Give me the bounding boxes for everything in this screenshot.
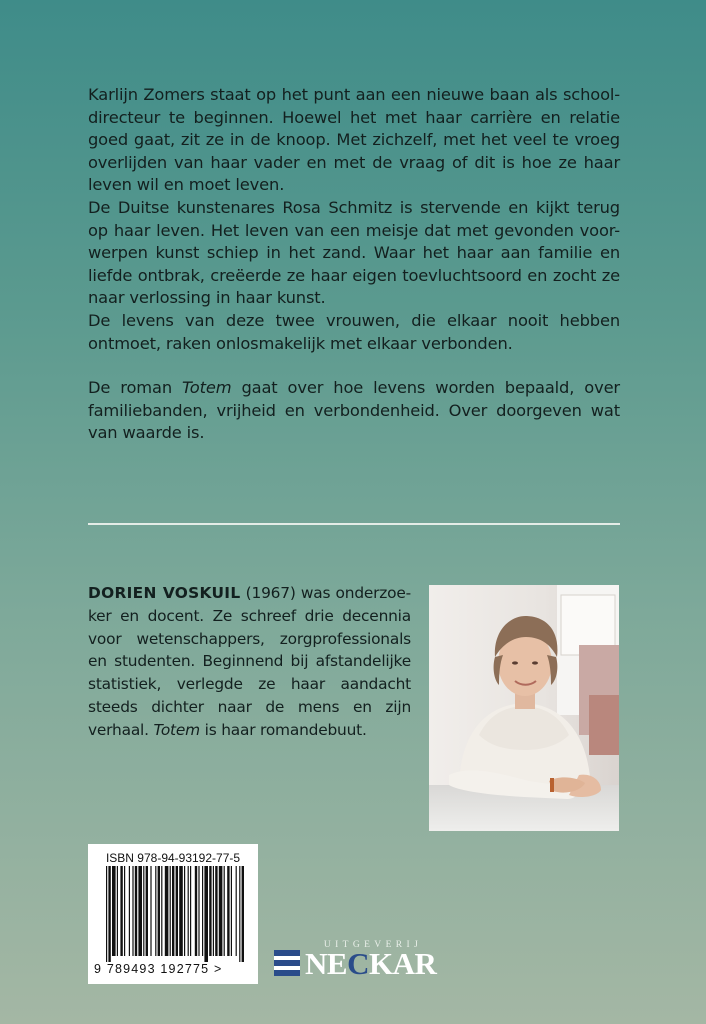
barcode-digits: 9 789493 192775 >	[94, 962, 223, 976]
barcode-bar	[112, 866, 116, 956]
barcode-bar	[120, 866, 122, 956]
blurb-paragraph-3: De levens van deze twee vrouwen, die elkaar nooit hebben ontmoet, raken onlosmakelijk met elkaar verbonden.	[88, 310, 620, 353]
barcode-bar	[132, 866, 133, 956]
blurb-p4-suffix: gaat over hoe levens worden bepaald, over familiebanden, vrijheid en verbondenheid. Over doorgeven wat van waarde is.	[88, 378, 620, 443]
barcode-bar	[209, 866, 211, 956]
publisher-name-part2: KAR	[368, 946, 437, 981]
isbn-label: ISBN 978-94-93192-77-5	[105, 851, 241, 865]
author-bio-suffix: is haar romandebuut.	[199, 720, 367, 739]
barcode-bar	[231, 866, 232, 956]
barcode-bar	[215, 866, 217, 956]
barcode-bar	[195, 866, 197, 956]
flag-icon	[272, 948, 302, 980]
barcode-bar	[138, 866, 142, 956]
barcode-bar	[124, 866, 125, 956]
author-photo-illustration	[429, 585, 619, 831]
barcode-bar	[117, 866, 118, 956]
barcode-bar	[176, 866, 178, 956]
barcode-bar	[219, 866, 223, 956]
barcode-bar	[146, 866, 148, 956]
barcode-bar	[184, 866, 185, 956]
barcode-bar	[150, 866, 151, 956]
barcode-bar	[239, 866, 240, 962]
back-cover-blurb	[88, 84, 620, 445]
publisher-name	[305, 947, 436, 981]
barcode-bar	[172, 866, 174, 956]
barcode-bar	[106, 866, 107, 962]
barcode-bar	[170, 866, 171, 956]
barcode-bar	[224, 866, 225, 956]
barcode-bar	[198, 866, 199, 956]
publisher-name-c: C	[347, 946, 369, 981]
author-bio-text	[88, 582, 411, 742]
isbn-barcode	[88, 844, 258, 984]
blurb-paragraph-1: Karlijn Zomers staat op het punt aan een nieuwe baan als school-directeur te beginnen. Hoewel het met haar carrière en relatie goed gaat, zit ze in de knoop. Met zichzelf, met het veel te vroeg overlijden van haar vader en met de vraag of dit is hoe ze haar leven wil en moet leven.	[88, 85, 620, 195]
barcode-bar	[188, 866, 189, 956]
bio-book-title: Totem	[153, 720, 200, 739]
barcode-bar	[161, 866, 162, 956]
barcode-bar	[204, 866, 208, 962]
barcode-bar	[165, 866, 169, 956]
barcode-bar	[129, 866, 130, 956]
barcode-bar	[190, 866, 191, 956]
author-photo	[429, 585, 619, 831]
barcode-bar	[108, 866, 110, 962]
barcode-bar	[158, 866, 160, 956]
book-title-inline: Totem	[182, 378, 232, 398]
author-name: DORIEN VOSKUIL	[88, 584, 241, 602]
blurb-p4-prefix: De roman	[88, 378, 183, 398]
barcode-bar	[143, 866, 144, 956]
section-divider	[88, 523, 620, 525]
barcode-bar	[227, 866, 229, 956]
publisher-logo	[272, 940, 450, 982]
author-bio	[88, 582, 411, 742]
barcode-bar	[135, 866, 137, 956]
author-bio-body: (1967) was onderzoe-ker en docent. Ze schreef drie decennia voor wetenschappers, zorgprofessionals en studenten. Beginnend bij afstandelijke statistiek, verlegde ze haar aandacht steeds dichter naar de mens en zijn verhaal.	[88, 584, 411, 739]
barcode-bar	[236, 866, 237, 956]
publisher-name-part1: NE	[305, 946, 348, 981]
barcode-bar	[242, 866, 244, 962]
blurb-paragraph-2: De Duitse kunstenares Rosa Schmitz is stervende en kijkt terug op haar leven. Het leven van een meisje dat met gevonden voor-werpen kunst schiep in het zand. Waar het haar aan familie en liefde ontbrak, creëerde ze haar eigen toevluchtsoord en zocht ze naar verlossing in haar kunst.	[88, 197, 620, 308]
barcode-bar	[155, 866, 156, 956]
publisher-subtitle: UITGEVERIJ	[323, 940, 423, 950]
barcode-bars	[106, 866, 246, 962]
barcode-bar	[179, 866, 183, 956]
barcode-bar	[202, 866, 203, 956]
blurb-paragraph-4	[88, 377, 620, 445]
barcode-bar	[213, 866, 214, 956]
